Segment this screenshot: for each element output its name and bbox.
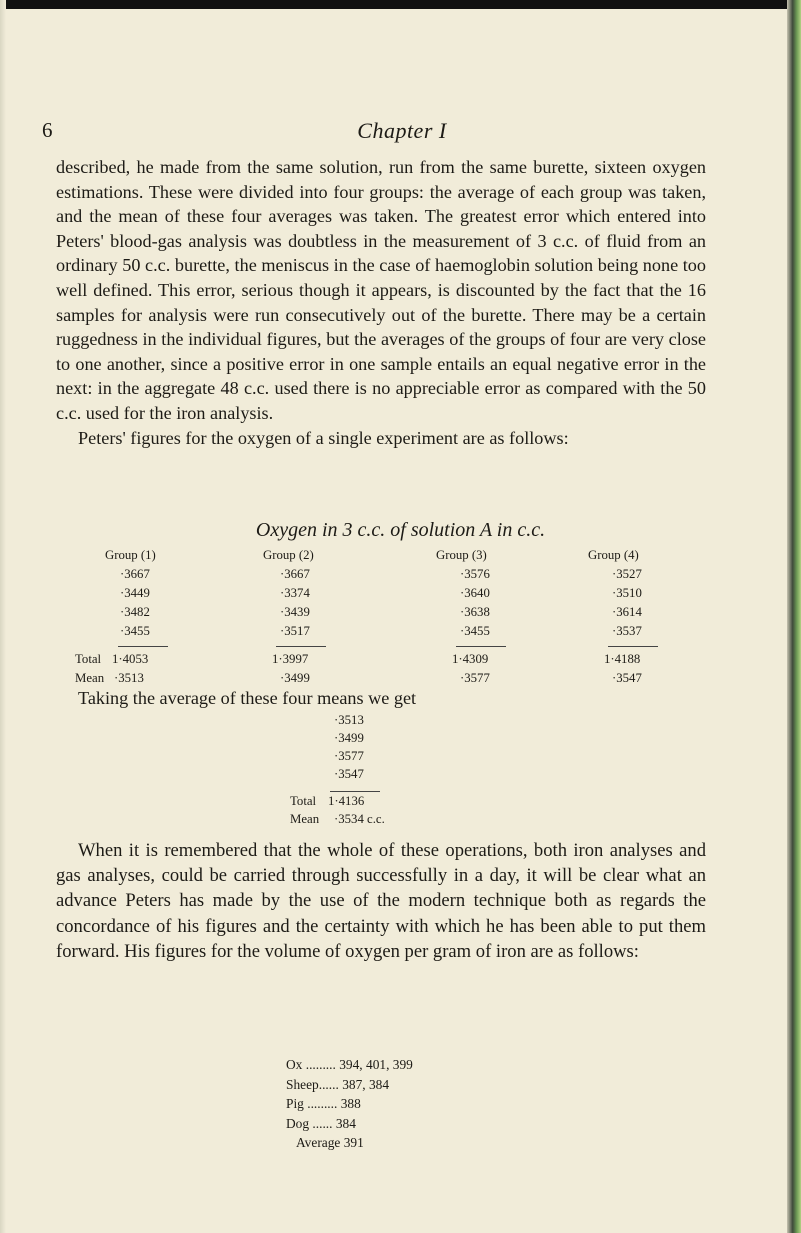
mean-cell: ·3547 <box>612 671 642 685</box>
table-row <box>0 567 801 586</box>
mean-row <box>290 812 530 830</box>
table-row <box>290 731 490 749</box>
mean-cell: ·3513 <box>114 671 144 685</box>
oxygen-values: 387, 384 <box>342 1076 390 1092</box>
oxygen-table <box>0 548 801 690</box>
table-cell: ·3667 <box>280 567 310 581</box>
table-cell: ·3513 <box>334 713 364 727</box>
column-header: Group (2) <box>263 548 314 562</box>
table-cell: ·3374 <box>280 586 310 600</box>
table-cell: ·3517 <box>280 624 310 638</box>
closing-paragraph: When it is remembered that the whole of these operations, both iron analyses and gas analyses, could be carried through successfully in a day, it will be clear what an advance Peters has made by the use of the modern technique both as regards the concordance of his figures and the certainty with which he has been able to put them forward. His figures for the volume of oxygen per gram of iron are as follows: <box>56 840 706 962</box>
means-total <box>290 788 530 824</box>
list-item <box>286 1075 413 1095</box>
closing-text <box>56 838 706 964</box>
table-cell: ·3510 <box>612 586 642 600</box>
table-cell: ·3455 <box>460 624 490 638</box>
table-cell: ·3537 <box>612 624 642 638</box>
rule-row <box>0 643 801 652</box>
table-cell: ·3482 <box>120 605 150 619</box>
mean-label: Mean <box>290 812 320 826</box>
column-header: Group (4) <box>588 548 639 562</box>
table-row <box>0 586 801 605</box>
animal-label: Ox <box>286 1057 303 1072</box>
paragraph-1: described, he made from the same solution, run from the same burette, sixteen oxygen estimations. These were divided into four groups: the average of each group was taken, and the mean of these four averages was taken. The greatest error which entered into Peters' blood-gas analysis was doubtless in the measurement of 3 c.c. of fluid from an ordinary 50 c.c. burette, the meniscus in the case of haemoglobin solution being none too well defined. This error, serious though it appears, is discounted by the fact that the 16 samples for analysis were run consecutively out of the burette. There may be a certain ruggedness in the individual figures, but the averages of the groups of four are very close to one another, since a positive error in one sample entails an equal negative error in the next: in the aggregate 48 c.c. used there is no appreciable error as compared with the 50 c.c. used for the iron analysis. <box>56 157 706 423</box>
column-header: Group (1) <box>105 548 156 562</box>
average-sentence-text: Taking the average of these four means we get <box>78 688 417 708</box>
list-item <box>286 1114 413 1134</box>
table-cell: ·3576 <box>460 567 490 581</box>
table-header-row <box>0 548 801 567</box>
page-header <box>42 118 762 148</box>
average-sentence <box>56 686 706 711</box>
table-cell: ·3449 <box>120 586 150 600</box>
animal-label: Sheep <box>286 1076 319 1092</box>
mean-cell: ·3534 c.c. <box>334 812 385 826</box>
dot-leader: ......... <box>303 1096 338 1111</box>
top-edge-shadow <box>0 0 801 9</box>
average-value: 391 <box>343 1135 364 1150</box>
dot-leader: ...... <box>318 1076 339 1092</box>
dot-leader: ...... <box>309 1115 333 1131</box>
animal-label: Dog <box>286 1115 310 1131</box>
table-cell: ·3640 <box>460 586 490 600</box>
table-cell: ·3455 <box>120 624 150 638</box>
total-cell: 1·4053 <box>112 652 149 666</box>
total-cell: 1·4188 <box>604 652 641 666</box>
iron-oxygen-list <box>286 1055 413 1153</box>
mean-cell: ·3499 <box>280 671 310 685</box>
oxygen-table-title: Oxygen in 3 c.c. of solution A in c.c. <box>255 519 546 541</box>
sum-rule <box>276 646 326 647</box>
oxygen-values: 394, 401, 399 <box>339 1057 413 1072</box>
table-cell: ·3577 <box>334 749 364 763</box>
mean-cell: ·3577 <box>460 671 490 685</box>
mean-label: Mean <box>75 671 105 685</box>
average-label: Average <box>296 1135 341 1150</box>
table-row <box>290 767 490 785</box>
total-cell: 1·4309 <box>452 652 489 666</box>
list-item <box>286 1094 413 1114</box>
sum-rule <box>118 646 168 647</box>
total-cell: 1·3997 <box>272 652 309 666</box>
oxygen-values: 388 <box>340 1096 361 1111</box>
list-item-average <box>286 1133 413 1153</box>
table-cell: ·3638 <box>460 605 490 619</box>
table-row <box>0 624 801 643</box>
sum-rule <box>608 646 658 647</box>
list-item <box>286 1055 413 1075</box>
table-cell: ·3667 <box>120 567 150 581</box>
means-table <box>290 713 490 785</box>
total-cell: 1·4136 <box>328 794 365 808</box>
total-label: Total <box>75 652 102 666</box>
running-title: Chapter I <box>357 118 447 143</box>
table-cell: ·3499 <box>334 731 364 745</box>
table-row <box>290 713 490 731</box>
sum-rule <box>456 646 506 647</box>
total-row <box>290 794 530 812</box>
table-row <box>290 749 490 767</box>
paragraph-2: Peters' figures for the oxygen of a single experiment are as follows: <box>78 427 569 448</box>
animal-label: Pig <box>286 1096 304 1111</box>
table-row <box>0 605 801 624</box>
table-cell: ·3614 <box>612 605 642 619</box>
table-cell: ·3439 <box>280 605 310 619</box>
table-cell: ·3547 <box>334 767 364 781</box>
dot-leader: ......... <box>302 1057 336 1072</box>
column-header: Group (3) <box>436 548 487 562</box>
total-row <box>0 652 801 671</box>
oxygen-values: 384 <box>335 1115 356 1131</box>
table-cell: ·3527 <box>612 567 642 581</box>
page-number: 6 <box>42 118 53 142</box>
body-text <box>56 155 706 450</box>
sum-rule <box>330 791 380 792</box>
total-label: Total <box>290 794 317 808</box>
